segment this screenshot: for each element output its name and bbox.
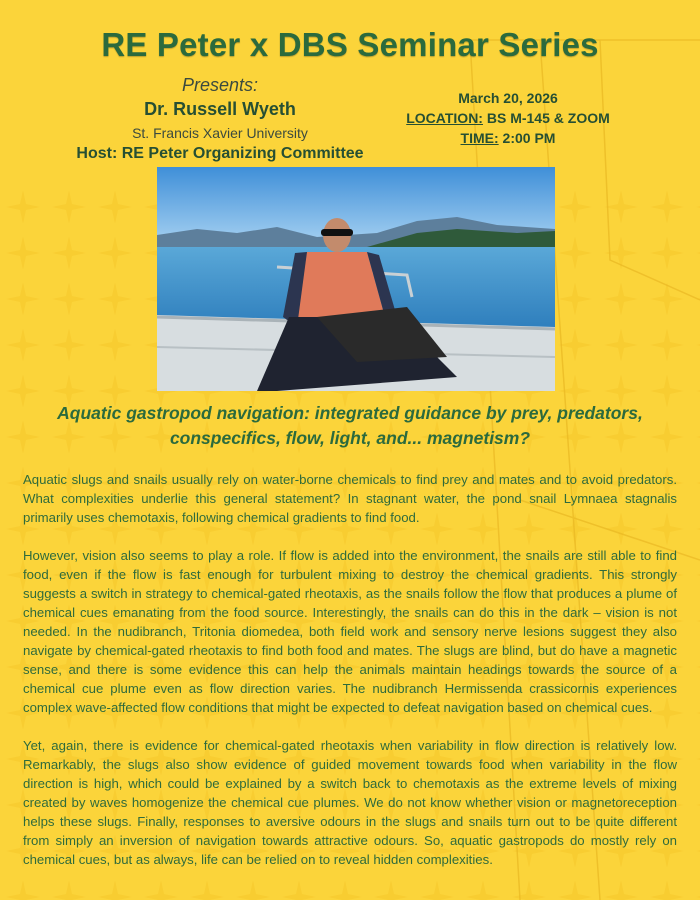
abstract-paragraph: However, vision also seems to play a role. If flow is added into the environment, the snails are still able to find food, even if the flow is fast enough for turbulent mixing to destroy the chemical gradients. This strongly suggests a switch in strategy to chemical-gated rheotaxis, as the snails follow the flow that produces a plume of chemical cues emanating from the food source. Interestingly, the snails can do this in the dark – vision is not needed. In the nudibranch, Tritonia diomedea, both field work and sensory nerve lesions suggest they also navigate by chemical-gated rheotaxis to find both food and mates. The slugs are blind, but do have a magnetic sense, and there is some evidence this can help the animals maintain headings towards the source of a chemical cue plume even as flow direction varies. The nudibranch Hermissenda crassicornis experiences complex wave-affected flow conditions that might be expected to defeat navigation based on chemical cues.	[23, 548, 677, 715]
abstract-paragraph: Yet, again, there is evidence for chemical-gated rheotaxis when variability in flow direction is relatively low. Remarkably, the slugs also show evidence of guided movement towards food when variability in the flow direction is high, which could be explained by a switch back to chemotaxis as the extreme levels of mixing created by waves homogenize the chemical cue plumes. We do not know whether vision or magnetoreception helps these slugs. Finally, responses to aversive odours in the slugs and snails turn out to be quite different from simply an inversion of navigation towards attractive odours. So, aquatic gastropods do mostly rely on chemical cues, but as always, life can be relied on to reveal hidden complexities.	[23, 738, 677, 867]
event-location	[400, 108, 616, 128]
location-label: LOCATION:	[406, 110, 483, 126]
event-details	[400, 88, 616, 148]
event-time	[400, 128, 616, 148]
speaker-block	[70, 74, 370, 164]
abstract-paragraph: Aquatic slugs and snails usually rely on water-borne chemicals to find prey and mates and to avoid predators. What complexities underlie this general statement? In stagnant water, the pond snail Lymnaea stagnalis primarily uses chemotaxis, following chemical gradients to find food.	[23, 472, 677, 525]
abstract	[23, 470, 677, 888]
speaker-photo	[157, 167, 555, 391]
event-date: March 20, 2026	[458, 90, 558, 106]
speaker-name: Dr. Russell Wyeth	[144, 99, 296, 119]
presents-label: Presents:	[181, 75, 259, 95]
time-label: TIME:	[460, 130, 499, 146]
talk-title: Aquatic gastropod navigation: integrated guidance by prey, predators, conspecifics, flow, light, and... magnetism?	[57, 403, 643, 448]
host-line: Host: RE Peter Organizing Committee	[76, 145, 364, 162]
time-value: 2:00 PM	[498, 130, 556, 146]
speaker-affiliation: St. Francis Xavier University	[132, 125, 308, 141]
location-value: BS M-145 & ZOOM	[482, 110, 610, 126]
seminar-series-title: RE Peter x DBS Seminar Series	[101, 26, 599, 63]
